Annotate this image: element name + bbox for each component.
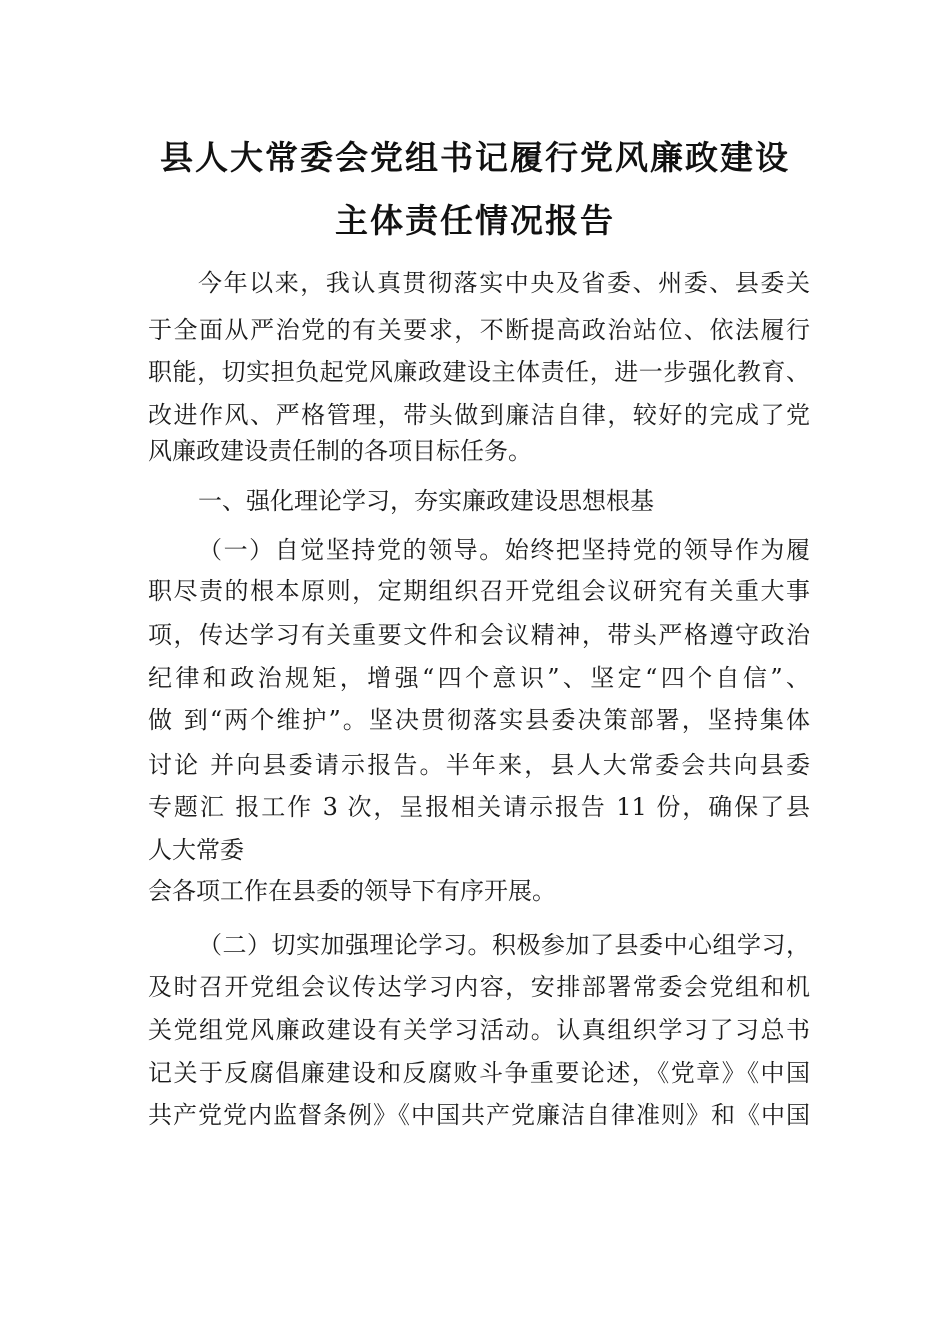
paragraph-line: 改进作风、严格管理，带头做到廉洁自律，较好的完成了党 bbox=[148, 401, 810, 429]
paragraph-line: 今年以来，我认真贯彻落实中央及省委、州委、县委关 bbox=[198, 269, 810, 297]
section-heading: 一、强化理论学习，夯实廉政建设思想根基 bbox=[198, 487, 654, 515]
paragraph-line: 及时召开党组会议传达学习内容，安排部署常委会党组和机 bbox=[148, 973, 810, 1001]
paragraph-line: 讨论 并向县委请示报告。半年来，县人大常委会共向县委 bbox=[148, 751, 810, 779]
paragraph-line: 会各项工作在县委的领导下有序开展。 bbox=[148, 877, 556, 905]
paragraph-line: 职尽责的根本原则，定期组织召开党组会议研究有关重大事 bbox=[148, 577, 810, 605]
paragraph-line: 于全面从严治党的有关要求，不断提高政治站位、依法履行 bbox=[148, 316, 810, 344]
paragraph-line: 共产党党内监督条例》《中国共产党廉洁自律准则》和《中国 bbox=[148, 1101, 810, 1129]
paragraph-line: 人大常委 bbox=[148, 836, 244, 864]
paragraph-line: 记关于反腐倡廉建设和反腐败斗争重要论述，《党章》《中国 bbox=[148, 1059, 810, 1087]
paragraph-line: 专题汇 报工作 3 次，呈报相关请示报告 11 份，确保了县 bbox=[148, 793, 810, 821]
paragraph-line: 职能，切实担负起党风廉政建设主体责任，进一步强化教育、 bbox=[148, 358, 810, 386]
paragraph-line: 关党组党风廉政建设有关学习活动。认真组织学习了习总书 bbox=[148, 1016, 810, 1044]
paragraph-line: （二）切实加强理论学习。积极参加了县委中心组学习， bbox=[198, 931, 810, 959]
document-title-line-2: 主体责任情况报告 bbox=[335, 201, 615, 240]
paragraph-line: （一）自觉坚持党的领导。始终把坚持党的领导作为履 bbox=[198, 536, 810, 564]
paragraph-line: 纪律和政治规矩，增强“四个意识”、坚定“四个自信”、 bbox=[148, 664, 810, 692]
document-title-line-1: 县人大常委会党组书记履行党风廉政建设 bbox=[160, 138, 790, 177]
paragraph-line: 风廉政建设责任制的各项目标任务。 bbox=[148, 437, 532, 465]
paragraph-line: 做 到“两个维护”。坚决贯彻落实县委决策部署，坚持集体 bbox=[148, 706, 810, 734]
paragraph-line: 项，传达学习有关重要文件和会议精神，带头严格遵守政治 bbox=[148, 621, 810, 649]
